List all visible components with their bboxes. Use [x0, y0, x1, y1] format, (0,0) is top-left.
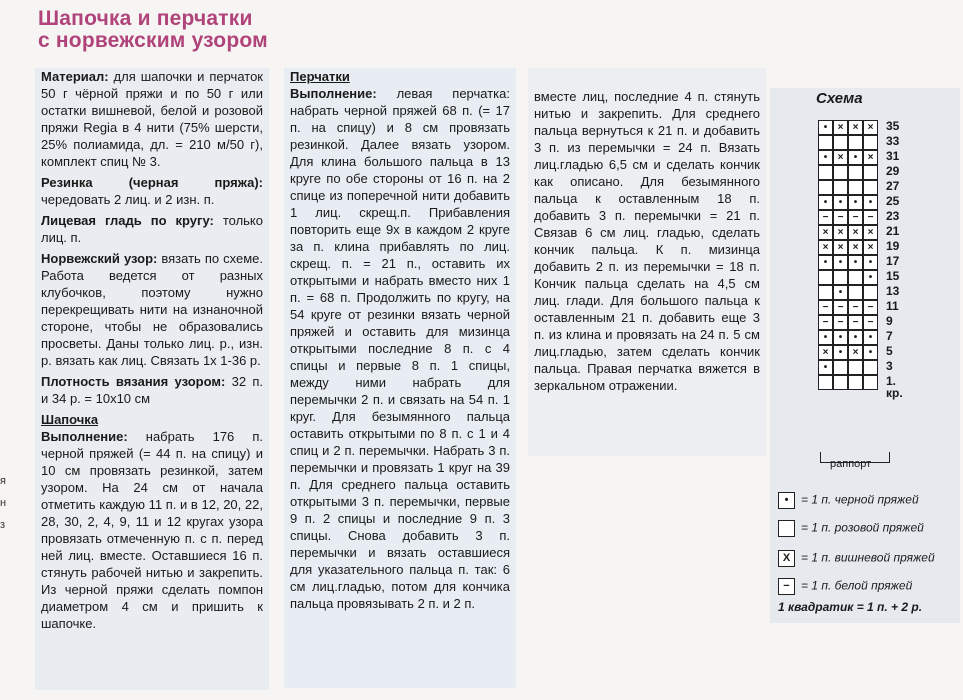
grid-cell: [818, 375, 833, 390]
grid-cell: [848, 375, 863, 390]
stockinette-paragraph: Лицевая гладь по кругу: только лиц. п.: [41, 213, 263, 245]
grid-cell: [848, 135, 863, 150]
grid-cell: [833, 135, 848, 150]
grid-cell: −: [848, 315, 863, 330]
grid-cell: ×: [863, 225, 878, 240]
row-label: 29: [886, 164, 900, 178]
grid-cell: [833, 360, 848, 375]
grid-cell: •: [863, 330, 878, 345]
row-label: 1. кр.: [886, 374, 903, 400]
row-label: 15: [886, 269, 900, 283]
grid-cell: •: [848, 255, 863, 270]
grid-cell: −: [833, 300, 848, 315]
row-label: 31: [886, 149, 900, 163]
grid-cell: [818, 285, 833, 300]
row-label: 5: [886, 344, 893, 358]
row-label: 27: [886, 179, 900, 193]
gloves-heading: Перчатки: [290, 69, 350, 84]
grid-cell: ×: [848, 120, 863, 135]
legend-cherry: X = 1 п. вишневой пряжей: [778, 550, 935, 567]
grid-cell: ×: [863, 240, 878, 255]
hat-heading: Шапочка: [41, 412, 99, 427]
grid-cell: −: [818, 300, 833, 315]
grid-cell: [863, 285, 878, 300]
grid-cell: [833, 375, 848, 390]
grid-cell: •: [818, 360, 833, 375]
grid-cell: −: [863, 315, 878, 330]
edge-letter: я: [0, 475, 6, 487]
grid-cell: ×: [818, 240, 833, 255]
grid-cell: [863, 165, 878, 180]
grid-cell: [818, 165, 833, 180]
grid-cell: ×: [848, 240, 863, 255]
row-label: 25: [886, 194, 900, 208]
gloves-continued-text: вместе лиц, последние 4 п. стянуть нитью и закрепить. Для среднего пальца вернуться к 21 п. и добавить 3 п. из перемычки = 24 п. Вязать лиц.гладью 6,5 см и сделать кончик как описано. Для безымянного пальца к оставленным 18 п. добавить 3 п. перемычки = 21 п. Связав 6 см лиц. гладью, сделать кончик пальца. К п. мизинца добавить 2 п. из перемычки = 18 п. Кончик пальца сделать на 4,5 см лиц. глади. Для большого пальца к оставленным 21 п. добавить еще 3 п. из клина и провязать на 24 п. 5 см лиц.гладью, затем сделать кончик пальца. Правая перчатка вяжется в зеркальном отражении.: [534, 89, 760, 393]
row-label: 21: [886, 224, 900, 238]
norwegian-pattern-paragraph: Норвежский узор: вязать по схеме. Работа ведется от разных клубочков, поэтому нужно перекрещивать нити на изнаночной стороне, чтобы не образовались просветы. Даны только лиц. р., изн. р. вязать как лиц. Связать 1х 1-36 р.: [41, 251, 264, 368]
edge-letter: н: [0, 497, 7, 509]
grid-cell: [863, 360, 878, 375]
grid-cell: −: [863, 210, 878, 225]
legend-pink: = 1 п. розовой пряжей: [778, 520, 924, 537]
gauge-paragraph: Плотность вязания узором: 32 п. и 34 р. = 10x10 см: [41, 374, 263, 406]
row-label: 3: [886, 359, 893, 373]
grid-cell: ×: [848, 225, 863, 240]
grid-cell: •: [863, 255, 878, 270]
row-label: 17: [886, 254, 900, 268]
square-summary: 1 квадратик = 1 п. + 2 р.: [778, 600, 923, 614]
chart-panel: [770, 88, 960, 623]
grid-cell: •: [863, 270, 878, 285]
grid-cell: −: [833, 315, 848, 330]
grid-cell: −: [848, 210, 863, 225]
gloves-continued-column: [528, 68, 766, 456]
grid-cell: ×: [848, 345, 863, 360]
grid-cell: −: [848, 300, 863, 315]
ribbing-paragraph: Резинка (черная пряжа): чередовать 2 лиц. и 2 изн. п.: [41, 175, 263, 207]
grid-cell: •: [863, 345, 878, 360]
grid-cell: [848, 180, 863, 195]
row-label: 13: [886, 284, 900, 298]
grid-cell: −: [833, 210, 848, 225]
legend-black: • = 1 п. черной пряжей: [778, 492, 919, 509]
row-label: 11: [886, 299, 899, 313]
row-label: 9: [886, 314, 893, 328]
grid-cell: [818, 270, 833, 285]
grid-cell: •: [833, 330, 848, 345]
gloves-column: [284, 68, 516, 688]
grid-cell: [863, 375, 878, 390]
row-label: 19: [886, 239, 900, 253]
grid-cell: •: [818, 255, 833, 270]
row-label: 35: [886, 119, 900, 133]
row-label: 23: [886, 209, 900, 223]
grid-cell: •: [818, 120, 833, 135]
grid-cell: ×: [833, 120, 848, 135]
materials-paragraph: Материал: для шапочки и перчаток 50 г чёрной пряжи и по 50 г или остатки вишневой, белой и розовой пряжи Regia в 4 нити (75% шерсти, 25% полиамида, дл. = 210 м/50 г), комплект спиц № 3.: [41, 69, 263, 169]
grid-cell: [818, 180, 833, 195]
legend-white: − = 1 п. белой пряжей: [778, 578, 912, 595]
grid-cell: •: [848, 195, 863, 210]
materials-column: [35, 68, 269, 690]
grid-cell: ×: [833, 240, 848, 255]
grid-cell: •: [833, 195, 848, 210]
grid-cell: [848, 270, 863, 285]
grid-cell: •: [833, 255, 848, 270]
grid-cell: −: [818, 315, 833, 330]
grid-cell: [818, 135, 833, 150]
grid-cell: −: [863, 300, 878, 315]
row-label: 33: [886, 134, 900, 148]
grid-cell: ×: [863, 150, 878, 165]
grid-cell: •: [833, 345, 848, 360]
grid-cell: [863, 180, 878, 195]
rapport-label: раппорт: [830, 458, 872, 470]
grid-cell: ×: [833, 225, 848, 240]
grid-cell: •: [833, 285, 848, 300]
grid-cell: [833, 165, 848, 180]
grid-cell: ×: [863, 120, 878, 135]
schema-title: Схема: [816, 90, 863, 107]
grid-cell: •: [818, 150, 833, 165]
grid-cell: [848, 285, 863, 300]
hat-instructions: Выполнение: набрать 176 п. черной пряжей (= 44 п. на спицу) и 10 см провязать резинкой, затем узором. На 24 см от начала отметить каждую 11 п. и в 12, 20, 22, 28, 30, 2, 4, 9, 11 и 12 кругах узора провязать отмеченную п. с п. перед ней лиц. вместе. Оставшиеся 16 п. стянуть рабочей нитью и закрепить. Из черной пряжи сделать помпон диаметром 4 см и пришить к шапочке.: [41, 429, 263, 631]
grid-cell: •: [863, 195, 878, 210]
grid-cell: [833, 180, 848, 195]
grid-cell: [863, 135, 878, 150]
grid-cell: −: [818, 210, 833, 225]
grid-cell: [833, 270, 848, 285]
grid-cell: •: [818, 195, 833, 210]
grid-cell: ×: [818, 225, 833, 240]
row-label: 7: [886, 329, 893, 343]
grid-cell: [848, 360, 863, 375]
edge-letter: з: [0, 519, 6, 531]
grid-cell: ×: [833, 150, 848, 165]
grid-cell: •: [818, 330, 833, 345]
grid-cell: ×: [818, 345, 833, 360]
grid-cell: •: [848, 330, 863, 345]
grid-cell: •: [848, 150, 863, 165]
grid-cell: [848, 165, 863, 180]
page-title: Шапочка и перчатки с норвежским узором: [38, 7, 268, 52]
gloves-instructions: Выполнение: левая перчатка: набрать черной пряжей 68 п. (= 17 п. на спицу) и 8 см провязать резинкой. Далее вязать узором. Для клина большого пальца в 13 круге по обе стороны от 16 п. на 2 спице из поперечной нити добавить 1 лиц. скрещ.п. Прибавления повторить еще 9х в каждом 2 круге за п. клина прибавлять по лиц. скрещ. п. = 21 п., оставить их открытыми и набрать вместо них 1 п. = 68 п. Продолжить по кругу, на 54 круге от резинки вязать черной пряжей и оставить для мизинца открытыми последние 8 п. с 4 спицы и первые 8 п. 1 спицы, между ними набрать для перемычки 2 п. и связать на 54 п. 1 круг. Для безымянного пальца оставить открытыми по 8 п. с 1 и 4 спиц и 2 п. перемычки. Набрать 3 п. перемычки и провязать 1 круг на 39 п. Для среднего пальца оставить открытыми 3 п. перемычки, первые 9 п. 2 спицы и последние 9 п. 3 спицы. Снова добавить 3 п. перемычки и вязать оставшиеся для указательного пальца п. так: 6 см лиц.гладью, потом для кончика пальца провязывать 2 п. и 2 п.: [290, 86, 510, 611]
